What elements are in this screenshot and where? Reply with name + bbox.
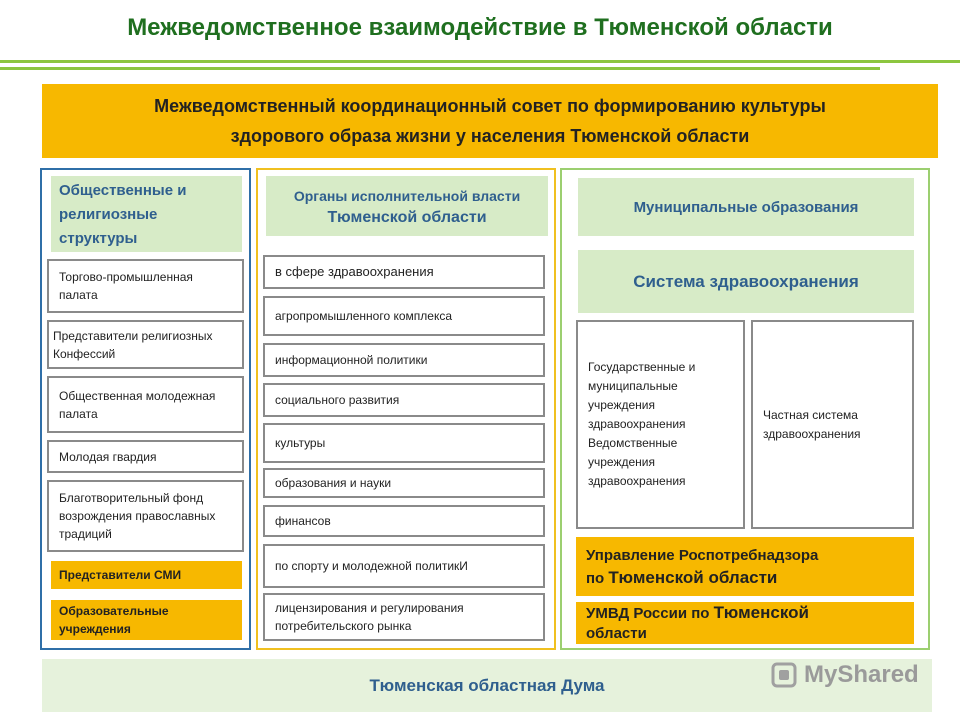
media-representatives: Представители СМИ [51,561,242,589]
umvd-line-2: области [586,625,647,642]
coordination-council-banner [42,84,938,158]
title-rule-top [0,60,960,63]
watermark-text: MyShared [804,661,919,688]
rospotrebnadzor-line-1: Управление Роспотребнадзора [586,547,819,564]
regional-duma-banner: Тюменская областная Дума [42,659,932,712]
council-line-2: здорового образа жизни у населения Тюменской области [230,126,750,146]
umvd-prefix: УМВД России по [586,605,714,622]
col2-item: в сфере здравоохранения [263,255,545,289]
public-structures-heading: Общественные и религиозные структуры [51,176,242,252]
col2-item: по спорту и молодежной политикИ [263,544,545,588]
col2-item: лицензирования и регулирования потребительского рынка [263,593,545,641]
private-health-system: Частная система здравоохранения [751,320,914,529]
executive-heading-line-1: Органы исполнительной власти [293,188,521,204]
state-health-institutions: Государственные и муниципальные учреждения здравоохранения Ведомственные учреждения здравоохранения [576,320,745,529]
council-line-1: Межведомственный координационный совет по формированию культуры [154,96,826,116]
rospotrebnadzor-box [576,537,914,596]
col1-item: Представители религиозных Конфессий [47,320,244,369]
health-system-heading: Система здравоохранения [578,250,914,313]
col1-item: Общественная молодежная палата [47,376,244,433]
col1-item: Благотворительный фонд возрождения православных традиций [47,480,244,552]
col2-item: информационной политики [263,343,545,377]
col1-item: Торгово-промышленная палата [47,259,244,313]
executive-bodies-heading [266,176,548,236]
watermark [770,655,930,695]
educational-institutions: Образовательные учреждения [51,600,242,640]
rospotrebnadzor-region: Тюменской области [608,568,778,587]
umvd-region: Тюменской [713,603,809,622]
page-title: Межведомственное взаимодействие в Тюменской области [127,14,833,41]
watermark-logo-icon [770,661,798,689]
executive-heading-line-2: Тюменской области [327,209,487,226]
col2-item: образования и науки [263,468,545,498]
col2-item: агропромышленного комплекса [263,296,545,336]
title-rule-bottom [0,67,880,70]
col2-item: финансов [263,505,545,537]
municipal-heading: Муниципальные образования [578,178,914,236]
col2-item: социального развития [263,383,545,417]
rospotrebnadzor-prefix: по [586,570,609,587]
col2-item: культуры [263,423,545,463]
col1-item: Молодая гвардия [47,440,244,473]
umvd-box [576,602,914,644]
